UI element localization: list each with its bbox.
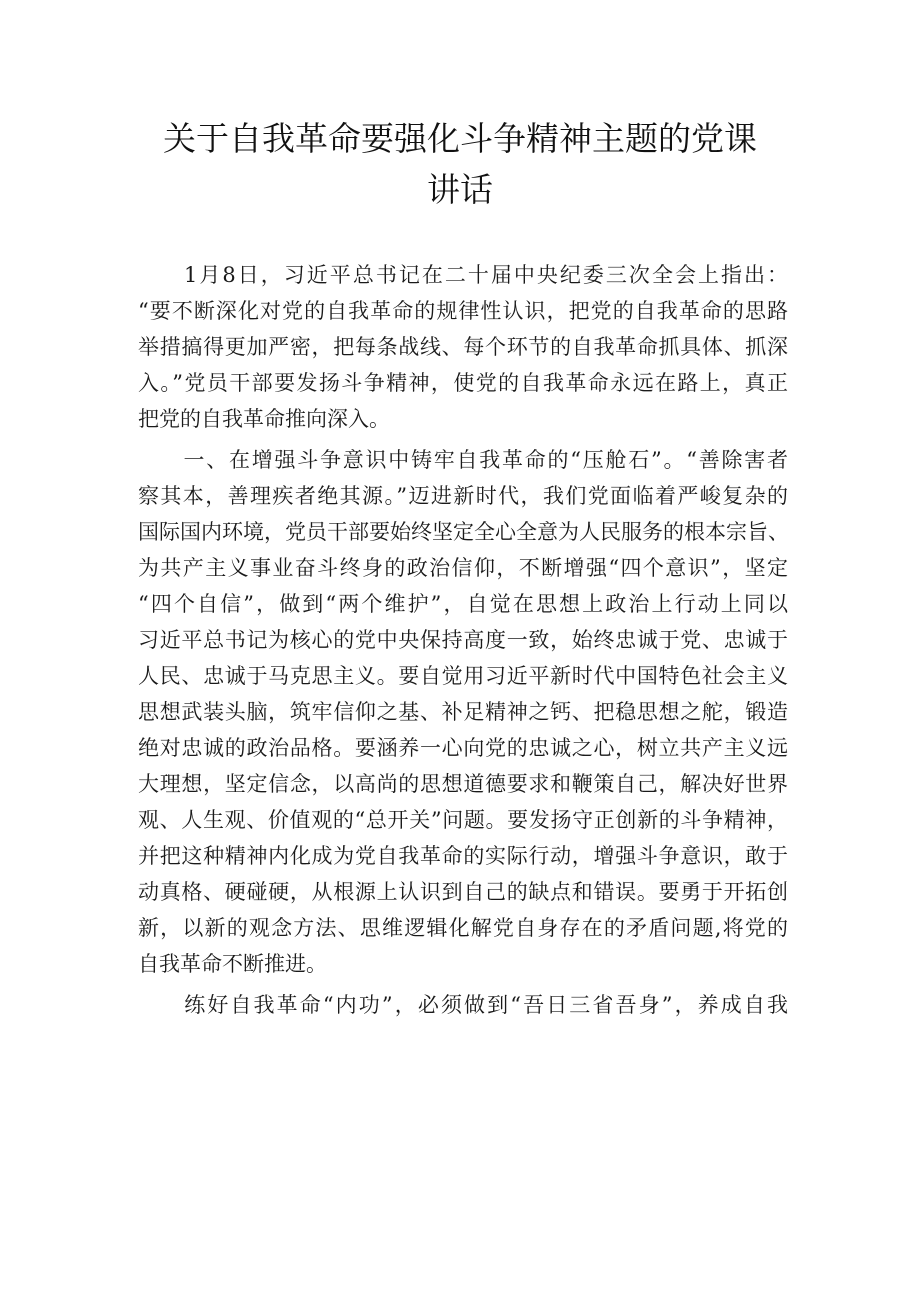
text-line: 人民、忠诚于马克思主义。要自觉用习近平新时代中国特色社会主义 [138, 664, 788, 688]
paragraph-section-2 [138, 987, 788, 1023]
text-line: 新，以新的观念方法、思维逻辑化解党自身存在的矛盾问题,将党的 [138, 916, 788, 940]
text-line: 观、人生观、价值观的“总开关”问题。要发扬守正创新的斗争精神， [138, 808, 788, 832]
text-line: 绝对忠诚的政治品格。要涵养一心向党的忠诚之心，树立共产主义远 [138, 736, 788, 760]
text-line: “四个自信”，做到“两个维护”，自觉在思想上政治上行动上同以 [138, 592, 788, 616]
text-line: 国际国内环境，党员干部要始终坚定全心全意为人民服务的根本宗旨、 [138, 520, 789, 544]
text-line: 举措搞得更加严密，把每条战线、每个环节的自我革命抓具体、抓深 [138, 335, 788, 359]
text-line: “要不断深化对党的自我革命的规律性认识，把党的自我革命的思路 [138, 299, 788, 323]
text-line: 一、在增强斗争意识中铸牢自我革命的“压舱石”。“善除害者 [138, 448, 788, 472]
text-line: 自我革命不断推进。 [138, 952, 327, 976]
document-body [138, 257, 788, 1023]
text-line: 1月8日，习近平总书记在二十届中央纪委三次全会上指出： [138, 263, 788, 287]
text-line: 并把这种精神内化成为党自我革命的实际行动，增强斗争意识，敢于 [138, 844, 788, 868]
text-line: 思想武装头脑，筑牢信仰之基、补足精神之钙、把稳思想之舵，锻造 [138, 700, 788, 724]
document-title-line-1: 关于自我革命要强化斗争精神主题的党课 [163, 119, 757, 158]
text-line: 习近平总书记为核心的党中央保持高度一致，始终忠诚于党、忠诚于 [138, 628, 788, 652]
paragraph-section-1 [138, 442, 788, 982]
paragraph-intro [138, 257, 788, 437]
document-title-line-2: 讲话 [427, 170, 493, 209]
text-line: 大理想，坚定信念，以高尚的思想道德要求和鞭策自己，解决好世界 [138, 772, 788, 796]
text-line: 为共产主义事业奋斗终身的政治信仰，不断增强“四个意识”，坚定 [138, 556, 788, 580]
text-line: 练好自我革命“内功”，必须做到“吾日三省吾身”，养成自我 [138, 993, 788, 1017]
text-line: 动真格、硬碰硬，从根源上认识到自己的缺点和错误。要勇于开拓创 [138, 880, 788, 904]
text-line: 察其本，善理疾者绝其源。”迈进新时代，我们党面临着严峻复杂的 [138, 484, 788, 508]
text-line: 把党的自我革命推向深入。 [138, 407, 390, 431]
text-line: 入。”党员干部要发扬斗争精神，使党的自我革命永远在路上，真正 [138, 371, 788, 395]
